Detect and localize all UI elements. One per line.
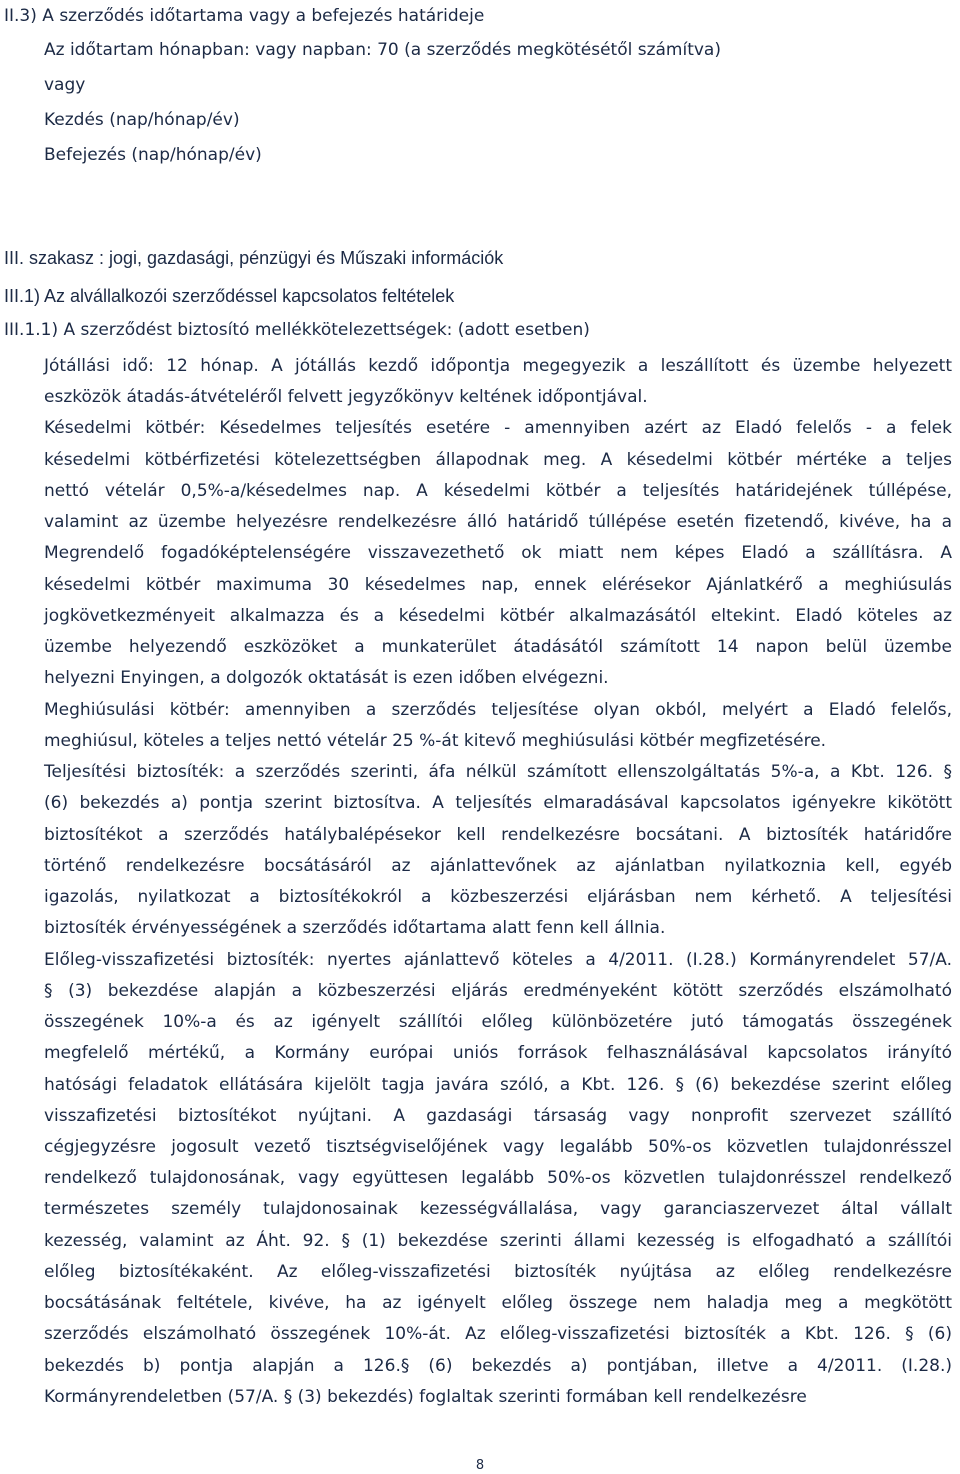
body-line: biztosíték érvényességének a szerződés időtartama alatt fenn kell állnia. (44, 918, 666, 939)
start-date-line: Kezdés (nap/hónap/év) (44, 110, 240, 130)
section-heading-II3: II.3) A szerződés időtartama vagy a befejezés határideje (4, 6, 485, 26)
body-line: bekezdés b) pontja alapján a 126.§ (6) bekezdés a) pontjában, illetve a 4/2011. (I.28.) (44, 1355, 952, 1376)
body-line: valamint az üzembe helyezésre rendelkezésre álló határidő túllépése esetén fizetendő, kivéve, ha a (44, 512, 952, 533)
body-line: igazolás, nyilatkozat a biztosítékokról a közbeszerzési eljárásban nem kérhető. A teljesítési (44, 887, 952, 908)
duration-line: Az időtartam hónapban: vagy napban: 70 (a szerződés megkötésétől számítva) (44, 40, 721, 60)
body-line: kezesség, valamint az Áht. 92. § (1) bekezdése szerinti állami kezesség is elfogadható a szállítói (44, 1230, 952, 1251)
body-line: Késedelmi kötbér: Késedelmes teljesítés esetére - amennyiben azért az Eladó felelős - a felek (44, 418, 952, 439)
body-line: késedelmi kötbér maximuma 30 késedelmes nap, ennek elérésekor Ajánlatkérő a meghiúsulás (44, 574, 952, 595)
body-line: Kormányrendeletben (57/A. § (3) bekezdés) foglaltak szerinti formában kell rendelkezésre (44, 1386, 807, 1407)
body-line: eszközök átadás-átvételéről felvett jegyzőkönyv keltének időpontjával. (44, 387, 648, 408)
body-line: cégjegyzésre jogosult vezető tisztségviselőjének vagy legalább 50%-os közvetlen tulajdonrésszel (44, 1137, 952, 1157)
end-date-line: Befejezés (nap/hónap/év) (44, 145, 262, 165)
body-line: jogkövetkezményeit alkalmazza és a késedelmi kötbér alkalmazásától eltekint. Eladó köteles az (44, 605, 952, 626)
subsection-heading-III11: III.1.1) A szerződést biztosító mellékkötelezettségek: (adott esetben) (4, 320, 590, 340)
body-line: biztosítékot a szerződés hatálybalépésekor kell rendelkezésre bocsátani. A biztosíték határidőre (44, 824, 952, 845)
body-line: Megrendelő fogadóképtelenségére visszavezethető ok miatt nem képes Eladó a szállításra. A (44, 543, 952, 564)
body-line: természetes személy tulajdonosainak kezességvállalása, vagy garanciaszervezet által vállalt (44, 1199, 952, 1220)
body-line: összegének 10%-a és az igényelt szállítói előleg különbözetére jutó támogatás összegének (44, 1012, 952, 1033)
body-line: késedelmi kötbérfizetési kötelezettségben állapodnak meg. A késedelmi kötbér mértéke a teljes (44, 449, 952, 470)
body-line: meghiúsul, köteles a teljes nettó vételár 25 %-át kitevő meghiúsulási kötbér megfizetésére. (44, 730, 827, 751)
body-line: történő rendelkezésre bocsátásáról az ajánlattevőnek az ajánlatban nyilatkoznia kell, egyéb (44, 855, 952, 876)
body-line: Meghiúsulási kötbér: amennyiben a szerződés teljesítése olyan okból, melyért a Eladó felelős, (44, 699, 952, 720)
body-line: visszafizetési biztosítékot nyújtani. A gazdasági társaság vagy nonprofit szervezet szállító (44, 1105, 952, 1126)
section-heading-III: III. szakasz : jogi, gazdasági, pénzügyi és Műszaki információk (4, 248, 504, 268)
or-word: vagy (44, 75, 86, 95)
body-line: helyezni Enyingen, a dolgozók oktatását is ezen időben elvégezni. (44, 668, 609, 689)
body-line: Teljesítési biztosíték: a szerződés szerinti, áfa nélkül számított ellenszolgáltatás 5%-a, a Kbt. 126. § (44, 762, 952, 783)
subsection-heading-III1: III.1) Az alvállalkozói szerződéssel kapcsolatos feltételek (4, 286, 455, 306)
body-line: Előleg-visszafizetési biztosíték: nyertes ajánlattevő köteles a 4/2011. (I.28.) Kormányrendelet 57/A. (44, 949, 952, 970)
body-line: szerződés elszámolható összegének 10%-át. Az előleg-visszafizetési biztosíték a Kbt. 126. § (6) (44, 1324, 952, 1345)
body-line: (6) bekezdés a) pontja szerint biztosítva. A teljesítés elmaradásával kapcsolatos igényekre kikötött (44, 793, 952, 814)
body-line: rendelkező tulajdonosának, vagy együttesen legalább 50%-os közvetlen tulajdonrésszel rendelkező (44, 1168, 952, 1189)
body-line: nettó vételár 0,5%-a/késedelmes nap. A késedelmi kötbér a teljesítés határidejének túllépése, (44, 480, 952, 501)
body-line: megfelelő mértékű, a Kormány európai uniós források felhasználásával kapcsolatos irányító (44, 1043, 952, 1064)
body-line: hatósági feladatok ellátására kijelölt tagja javára szóló, a Kbt. 126. § (6) bekezdése szerint előleg (44, 1074, 952, 1095)
body-line: bocsátásának feltétele, kivéve, ha az igényelt előleg összege nem haladja meg a megkötött (44, 1293, 952, 1314)
body-line: Jótállási idő: 12 hónap. A jótállás kezdő időpontja megegyezik a leszállított és üzembe helyezett (44, 356, 952, 376)
body-line: § (3) bekezdése alapján a közbeszerzési eljárás eredményeként kötött szerződés elszámolható (44, 980, 952, 1001)
body-line: előleg biztosítékaként. Az előleg-visszafizetési biztosíték nyújtása az előleg rendelkezésre (44, 1261, 952, 1282)
body-line: üzembe helyezendő eszközöket a munkaterület átadásától számított 14 napon belül üzembe (44, 637, 952, 658)
page-number: 8 (475, 1458, 485, 1473)
